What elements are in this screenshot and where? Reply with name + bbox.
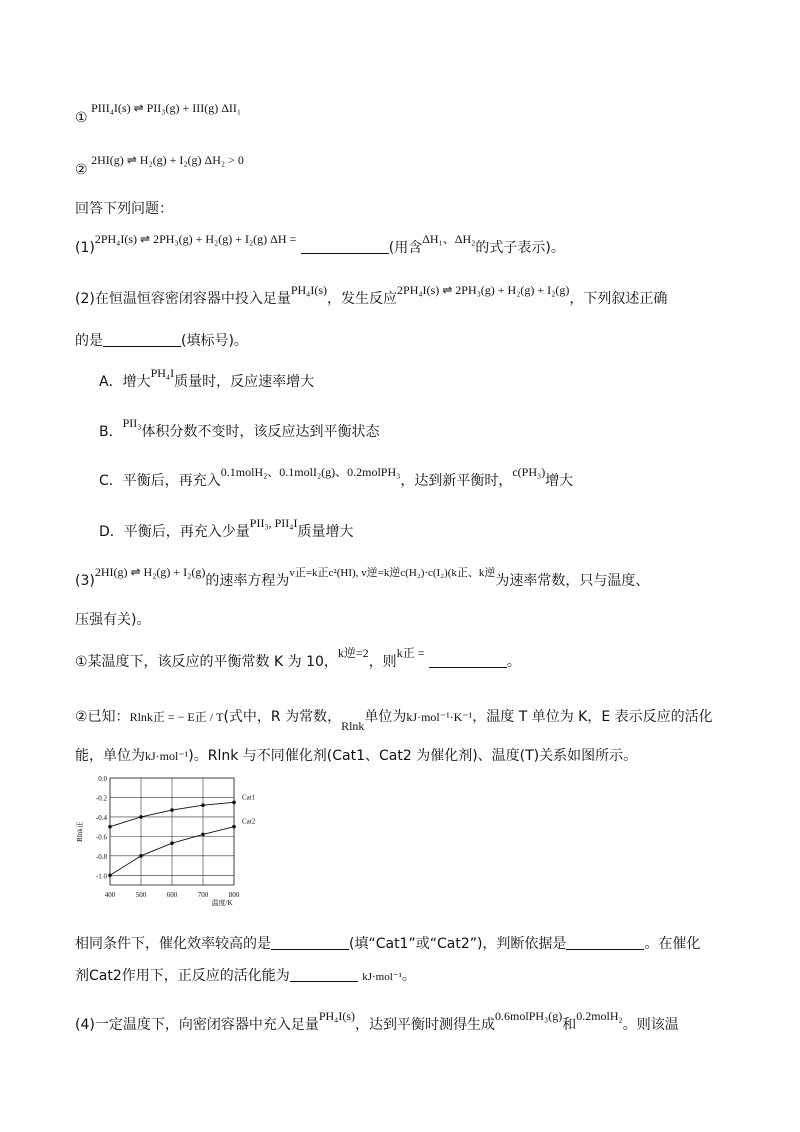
question-4-text-c: 和: [562, 1017, 577, 1033]
question-3-formula-c: (k正、k逆: [447, 567, 496, 579]
option-d-formula: PII₃, PII₄I: [249, 516, 298, 530]
data-point-cat1: [201, 803, 205, 807]
data-point-cat1: [232, 801, 236, 805]
question-3-line-2: 压强有关)。: [75, 612, 151, 628]
y-tick-label: -0.2: [95, 794, 107, 803]
data-point-cat1: [170, 808, 174, 812]
question-4-text-b: ，达到平衡时测得生成: [355, 1017, 496, 1033]
question-1-number: (1): [75, 240, 95, 256]
question-4-text-d: 。则该温: [622, 1017, 679, 1033]
question-2-formula-a: PH₄I(s): [290, 283, 328, 297]
data-point-cat1: [139, 815, 143, 819]
q3-1-formula-b: k正 =: [396, 646, 425, 660]
answer-blank-1[interactable]: [301, 239, 389, 254]
q3-1-text-c: 。: [506, 654, 521, 670]
question-2-text-b: ，发生反应: [327, 291, 398, 307]
option-a-label: A．增大: [99, 374, 151, 390]
equation-1: [75, 98, 242, 126]
question-4-formula-c: 0.2molH₂: [576, 1009, 623, 1023]
option-c-text-b: 增大: [545, 473, 574, 489]
x-tick-label: 600: [166, 891, 178, 899]
option-d: [99, 516, 354, 542]
question-1-text-b: 的式子表示)。: [475, 240, 565, 256]
option-d-text: 质量增大: [297, 524, 354, 540]
question-4-number: (4): [75, 1017, 95, 1033]
x-axis-label: 温度/K: [211, 899, 233, 907]
question-3-part-3: [75, 934, 700, 954]
data-point-cat2: [170, 841, 174, 845]
option-a-text: 质量时，反应速率增大: [174, 374, 315, 390]
data-point-cat1: [108, 825, 112, 829]
question-3-formula: 2HI(g) ⇌ H₂(g) + I₂(g): [94, 565, 206, 579]
option-b-formula: PII₃: [122, 416, 142, 430]
question-3-rate-equation: v正=k正c²(HI), v逆=k逆c(H₂)·c(I₂): [289, 567, 448, 579]
q3-1-formula-a: k逆=2: [337, 646, 369, 660]
q3-1-text-a: ①某温度下，该反应的平衡常数 K 为 10，: [75, 654, 338, 670]
q3-2-text-d: ，温度 T 单位为 K，E 表示反应的活化: [472, 709, 713, 725]
q3-2-line2-a: 能，单位为: [75, 748, 145, 764]
q3-2-text-c: 单位为: [364, 709, 407, 725]
option-d-label: D．平衡后，再充入少量: [99, 524, 250, 540]
option-b-text: 体积分数不变时，该反应达到平衡状态: [141, 424, 380, 440]
q3-2-line2-b: )。Rlnk 与不同催化剂(Cat1、Cat2 为催化剂)、温度(T)关系如图所示。: [188, 748, 638, 764]
y-tick-label: -1.0: [95, 872, 107, 881]
question-3-part-2-line-2: [75, 746, 637, 766]
x-tick-label: 400: [104, 891, 116, 899]
question-3-part-2: [75, 707, 713, 733]
question-4: [75, 1009, 679, 1035]
rlnk-temperature-chart: [72, 770, 272, 920]
answer-blank-4[interactable]: [271, 935, 349, 950]
question-2-number: (2): [75, 291, 95, 307]
question-4-text-a: 一定温度下，向密闭容器中充入足量: [94, 1017, 319, 1033]
x-tick-label: 800: [228, 891, 240, 899]
question-3-number: (3): [75, 573, 95, 589]
option-c-formula-b: c(PH₃): [512, 465, 546, 479]
question-1-formula: 2PH₄I(s) ⇌ 2PH₃(g) + H₂(g) + I₂(g) ΔH =: [94, 232, 297, 246]
answer-blank-6[interactable]: [290, 967, 358, 982]
question-1-formula-b: ΔH₁、ΔH₂: [422, 232, 476, 246]
option-c-text-a: ，达到新平衡时，: [400, 473, 513, 489]
option-a: [99, 366, 315, 392]
y-axis-label: Rlnk正: [76, 821, 84, 842]
q3-3-line2-b: 。: [401, 968, 416, 984]
question-2-line-2: [75, 331, 248, 351]
question-2-text-a: 在恒温恒容密闭容器中投入足量: [94, 291, 291, 307]
question-3-part-3-line-2: [75, 966, 416, 987]
x-tick-label: 700: [197, 891, 209, 899]
q3-3-text-a: 相同条件下，催化效率较高的是: [75, 936, 271, 952]
question-3-text-a: 的速率方程为: [205, 573, 290, 589]
option-c: [99, 465, 574, 491]
option-c-formula: 0.1molH₂、0.1molI₂(g)、0.2molPH₃: [220, 465, 401, 479]
marker-1: ①: [75, 110, 88, 126]
question-2-formula-b: 2PH₄I(s) ⇌ 2PH₃(g) + H₂(g) + I₂(g): [397, 283, 570, 297]
q3-2-text-b: (式中，R 为常数，: [223, 709, 342, 725]
question-3-part-1: [75, 646, 521, 672]
y-tick-label: -0.4: [95, 813, 107, 822]
series-label-cat2: Cat2: [242, 817, 256, 826]
question-2-line2-b: (填标号)。: [181, 333, 248, 349]
q3-2-formula-b: Rlnk: [341, 719, 365, 733]
option-b-label: B．: [99, 424, 123, 440]
answer-blank-2[interactable]: [103, 332, 181, 347]
question-2-line2-a: 的是: [75, 333, 103, 349]
answer-blank-3[interactable]: [429, 653, 507, 668]
question-1: [75, 232, 565, 258]
equation-2-formula: 2HI(g) ⇌ H₂(g) + I₂(g) ΔH₂ > 0: [91, 153, 244, 167]
marker-2: ②: [75, 162, 88, 178]
x-tick-label: 500: [135, 891, 147, 899]
equation-2: [75, 150, 244, 178]
q3-2-formula-a: Rlnk正 = − E正 / T: [129, 710, 224, 724]
q3-2-text-a: ②已知：: [75, 709, 130, 725]
answer-blank-5[interactable]: [566, 935, 644, 950]
intro-text: 回答下列问题：: [75, 201, 173, 217]
y-tick-label: -0.8: [95, 852, 107, 861]
question-2: [75, 283, 668, 309]
option-c-label: C．平衡后，再充入: [99, 473, 221, 489]
question-2-text-c: ，下列叙述正确: [569, 291, 668, 307]
q3-3-formula: kJ·mol⁻¹: [362, 971, 402, 983]
question-4-formula-b: 0.6molPH₃(g): [495, 1009, 563, 1023]
data-point-cat2: [201, 833, 205, 837]
q3-1-text-b: ，则: [368, 654, 397, 670]
question-1-text-a: (用含: [388, 240, 423, 256]
question-4-formula-a: PH₄I(s): [318, 1009, 356, 1023]
y-tick-label: -0.6: [95, 833, 107, 842]
q3-3-text-b: (填“Cat1”或“Cat2”)，判断依据是: [349, 936, 567, 952]
q3-2-formula-c: kJ·mol⁻¹·K⁻¹: [406, 710, 473, 724]
series-label-cat1: Cat1: [242, 793, 256, 802]
option-a-formula: PH₄I: [150, 366, 175, 380]
data-point-cat2: [139, 854, 143, 858]
y-tick-label: 0.0: [98, 775, 107, 783]
question-3-text-b: 为速率常数，只与温度、: [495, 573, 650, 589]
equation-1-formula: PIII₄I(s) ⇌ PII₃(g) + III(g) ΔII₁: [91, 101, 242, 115]
data-point-cat2: [232, 825, 236, 829]
data-point-cat2: [108, 873, 112, 877]
option-b: [99, 416, 380, 442]
q3-3-line2-a: 剂Cat2作用下，正反应的活化能为: [75, 968, 290, 984]
question-3: [75, 565, 650, 592]
q3-2-formula-d: kJ·mol⁻¹: [145, 749, 189, 763]
q3-3-text-c: 。在催化: [644, 936, 701, 952]
